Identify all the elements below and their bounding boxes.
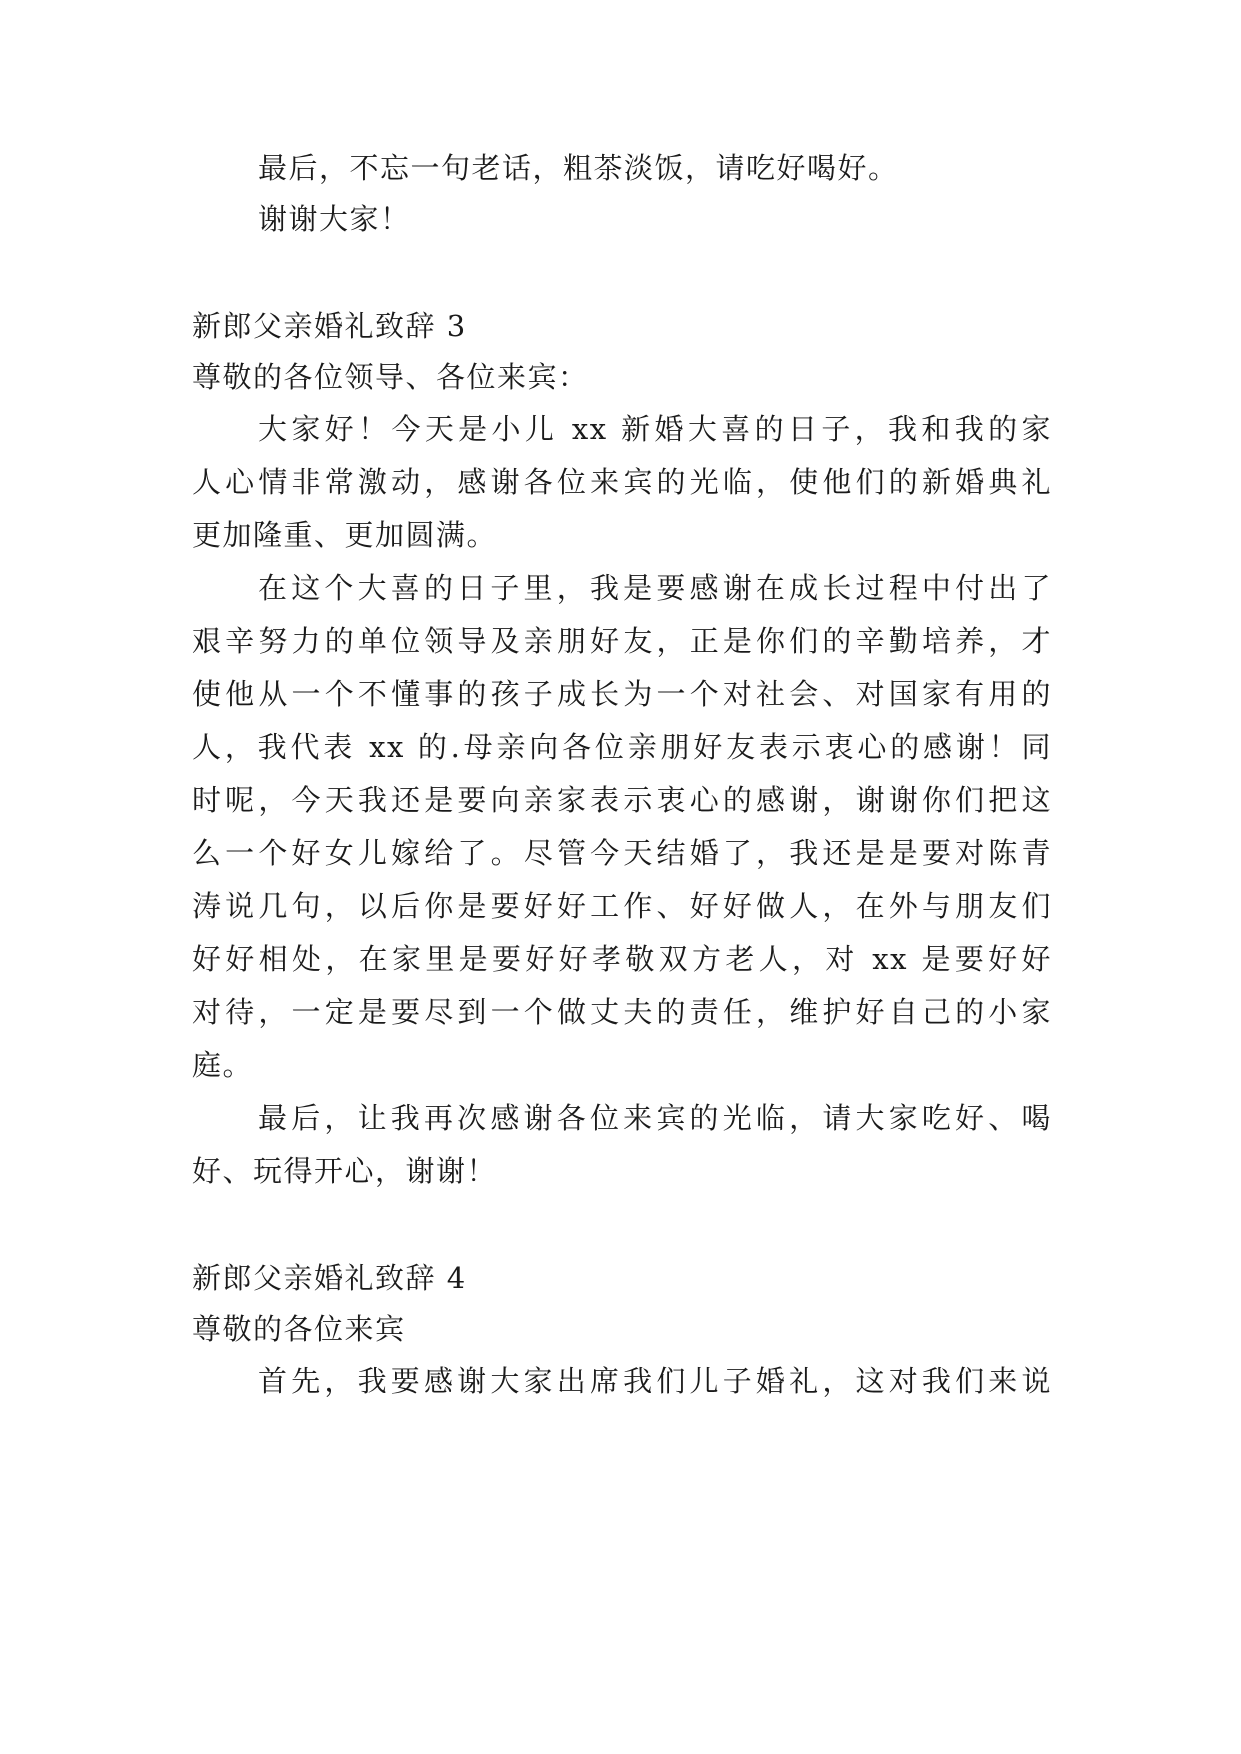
paragraph-line: 大家好！今天是小儿 xx 新婚大喜的日子，我和我的家	[258, 412, 1052, 446]
section-title: 新郎父亲婚礼致辞 4	[192, 1261, 467, 1295]
paragraph-line: 人心情非常激动，感谢各位来宾的光临，使他们的新婚典礼	[192, 465, 1052, 499]
paragraph-line: 庭。	[192, 1048, 254, 1082]
paragraph-line: 好好相处，在家里是要好好孝敬双方老人，对 xx 是要好好	[192, 942, 1052, 976]
paragraph-line: 更加隆重、更加圆满。	[192, 518, 498, 552]
paragraph-line: 时呢，今天我还是要向亲家表示衷心的感谢，谢谢你们把这	[192, 783, 1052, 817]
paragraph-line: 么一个好女儿嫁给了。尽管今天结婚了，我还是是要对陈青	[192, 836, 1052, 870]
paragraph-line: 最后，让我再次感谢各位来宾的光临，请大家吃好、喝	[258, 1101, 1052, 1135]
salutation: 尊敬的各位领导、各位来宾：	[192, 360, 589, 394]
thanks-line: 谢谢大家！	[258, 202, 411, 236]
salutation: 尊敬的各位来宾	[192, 1312, 406, 1346]
paragraph-line: 首先，我要感谢大家出席我们儿子婚礼，这对我们来说	[258, 1364, 1052, 1398]
paragraph-line: 在这个大喜的日子里，我是要感谢在成长过程中付出了	[258, 571, 1052, 605]
paragraph-line: 使他从一个不懂事的孩子成长为一个对社会、对国家有用的	[192, 677, 1052, 711]
paragraph-line: 涛说几句，以后你是要好好工作、好好做人，在外与朋友们	[192, 889, 1052, 923]
paragraph-line: 对待，一定是要尽到一个做丈夫的责任，维护好自己的小家	[192, 995, 1052, 1029]
paragraph-line: 人，我代表 xx 的.母亲向各位亲朋好友表示衷心的感谢！同	[192, 730, 1052, 764]
closing-line: 最后，不忘一句老话，粗茶淡饭，请吃好喝好。	[258, 151, 899, 185]
section-title: 新郎父亲婚礼致辞 3	[192, 309, 467, 343]
paragraph-line: 好、玩得开心，谢谢！	[192, 1154, 498, 1188]
paragraph-line: 艰辛努力的单位领导及亲朋好友，正是你们的辛勤培养，才	[192, 624, 1052, 658]
